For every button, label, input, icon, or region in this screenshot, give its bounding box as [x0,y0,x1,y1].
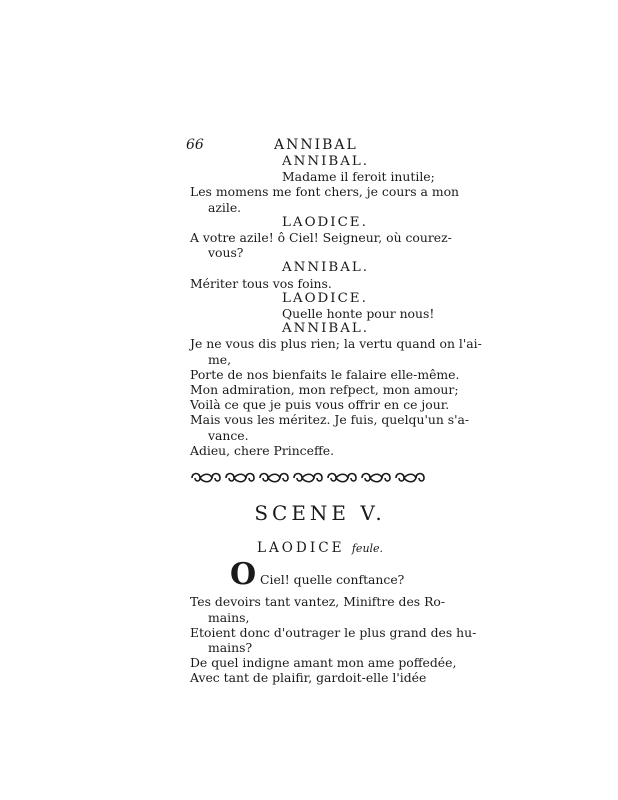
verse-line: Avec tant de plaifir, gardoit-elle l'idée [190,670,427,686]
verse-line: Adieu, chere Princeffe. [190,442,335,458]
page-header [186,137,450,154]
verse-line: Les momens me font chers, je cours a mon [190,184,460,200]
verse-continuation: vous? [208,245,244,261]
verse-line: Madame il feroit inutile; [282,169,435,185]
verse-line: Mon admiration, mon refpect, mon amour; [190,382,459,398]
verse-line: Voilà ce que je puis vous offrir en ce jour. [190,397,450,413]
scene-verse-block [190,594,477,686]
verse-line: Mériter tous vos foins. [190,275,332,291]
drop-cap: O [230,557,257,593]
verse-line: Mais vous les méritez. Je fuis, quelqu'un s'a- [190,412,470,428]
verse-continuation: me, [208,351,232,367]
verse-line: Porte de nos bienfaits le falaire elle-même. [190,366,460,382]
page-number: 66 [186,137,204,153]
ornament-icon [190,469,430,487]
speaker-name: ANNIBAL. [282,154,370,169]
verse-continuation: azile. [208,199,242,215]
scene-title: SCENE V. [254,501,386,526]
verse-line: Etoient donc d'outrager le plus grand des hu- [190,624,477,640]
verse-line: Quelle honte pour nous! [282,306,435,322]
verse-line: Je ne vous dis plus rien; la vertu quand on l'ai- [190,336,482,352]
book-page [186,137,482,686]
verse-line: De quel indigne amant mon ame poffedée, [190,655,457,671]
decorative-ornament-band [190,468,450,488]
opening-line-text: Ciel! quelle conftance? [260,572,405,588]
speaker-name: ANNIBAL. [282,321,370,337]
speaker-name: LAODICE. [282,214,368,230]
stage-direction: feule. [351,542,384,556]
speaker-name: LAODICE. [282,290,368,306]
scene-speaker-name: LAODICE [256,540,345,557]
scene-speaker [190,541,450,556]
dialogue-block [190,154,482,458]
verse-continuation: mains, [208,609,250,625]
verse-continuation: vance. [208,427,249,443]
speaker-name: ANNIBAL. [282,260,370,276]
verse-line: Tes devoirs tant vantez, Miniftre des Ro- [190,594,446,610]
verse-line: A votre azile! ô Ciel! Seigneur, où courez- [190,230,452,246]
running-title: ANNIBAL [274,137,358,153]
verse-continuation: mains? [208,640,253,656]
opening-line [190,557,450,594]
